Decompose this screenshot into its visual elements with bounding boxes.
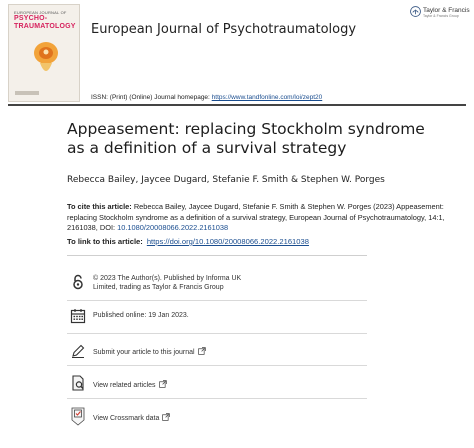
license-text: © 2023 The Author(s). Published by Informa UK Limited, trading as Taylor & Francis Group: [93, 275, 242, 291]
external-link-icon: [198, 347, 206, 355]
publisher-logo[interactable]: [410, 5, 470, 23]
cover-illustration: [31, 39, 61, 79]
journal-name[interactable]: European Journal of Psychotraumatology: [91, 22, 357, 37]
cite-text: Rebecca Bailey, Jaycee Dugard, Stefanie F. Smith & Stephen W. Porges (2023) Appeasement: replacing Stockholm syndrome as a definition of a survival strategy, European Journal of Psychotraumatology, 14:1, 2161038, DOI:: [67, 202, 445, 232]
document-search-icon: [70, 375, 86, 391]
cover-publisher-mark: [15, 91, 39, 95]
published-date: Published online: 19 Jan 2023.: [93, 312, 189, 319]
cover-title-line2: TRAUMATOLOGY: [14, 23, 76, 30]
submit-article-link[interactable]: [93, 347, 206, 358]
external-link-icon: [162, 413, 170, 421]
section-divider: [67, 255, 367, 256]
info-divider: [67, 300, 367, 301]
publisher-name: Taylor & Francis: [423, 7, 470, 14]
cover-title-line1: PSYCHO-: [14, 15, 48, 22]
cover-top-line: EUROPEAN JOURNAL OF: [14, 10, 67, 15]
article-link-line: [67, 237, 309, 246]
crossmark-icon: [70, 407, 86, 427]
related-articles-label: View related articles: [93, 382, 156, 389]
pencil-icon: [70, 343, 86, 359]
issn-line: [91, 94, 322, 101]
publisher-subname: Taylor & Francis Group: [423, 14, 459, 18]
crossmark-label: View Crossmark data: [93, 415, 160, 422]
article-authors: Rebecca Bailey, Jaycee Dugard, Stefanie F. Smith & Stephen W. Porges: [67, 175, 385, 185]
info-divider: [67, 333, 367, 334]
info-divider: [67, 398, 367, 399]
calendar-icon: [70, 308, 86, 324]
taylor-francis-logo-icon: [410, 6, 421, 17]
issn-text: ISSN: (Print) (Online) Journal homepage:: [91, 94, 212, 101]
journal-cover: [8, 4, 80, 102]
external-link-icon: [159, 380, 167, 388]
citation-block: [67, 202, 447, 234]
article-doi-url[interactable]: https://doi.org/10.1080/20008066.2022.2161038: [146, 237, 309, 246]
header-divider: [8, 104, 466, 106]
submit-article-label: Submit your article to this journal: [93, 349, 195, 356]
open-access-icon: [70, 274, 86, 290]
link-label: To link to this article:: [67, 237, 143, 246]
crossmark-link[interactable]: [93, 413, 170, 424]
cite-label: To cite this article:: [67, 202, 132, 211]
journal-homepage-link[interactable]: https://www.tandfonline.com/loi/zept20: [211, 94, 323, 101]
info-divider: [67, 365, 367, 366]
cite-doi-link[interactable]: 10.1080/20008066.2022.2161038: [117, 223, 229, 232]
cover-title: [14, 15, 76, 31]
article-title: Appeasement: replacing Stockholm syndrome as a definition of a survival strategy: [67, 120, 425, 157]
related-articles-link[interactable]: [93, 380, 167, 391]
